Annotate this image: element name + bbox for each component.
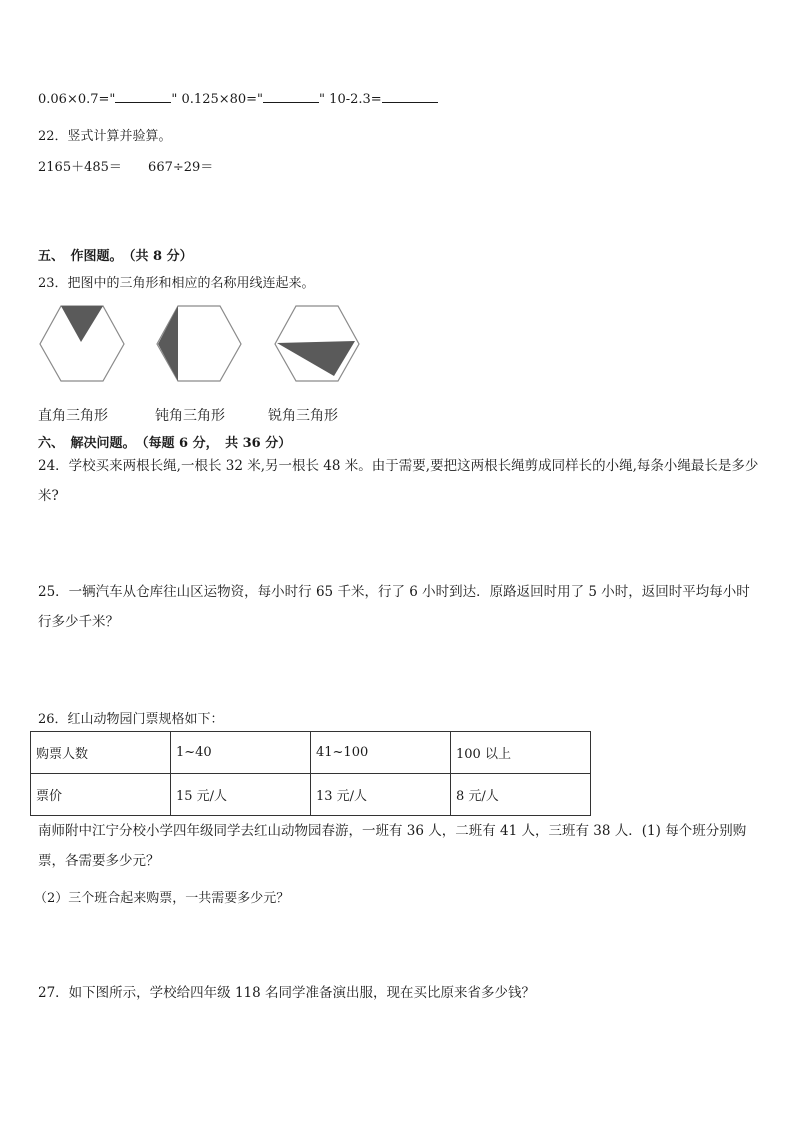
table-cell: 100 以上 <box>451 732 591 774</box>
q21-expr3: 10-2.3= <box>329 92 382 107</box>
q26-title: 26．红山动物园门票规格如下： <box>38 712 224 727</box>
label-obtuse-triangle[interactable]: 钝角三角形 <box>155 408 225 424</box>
q21-close2: " <box>319 92 326 107</box>
q22-calculations <box>38 156 213 175</box>
table-row <box>31 774 591 816</box>
q21-blank-1[interactable] <box>115 89 171 103</box>
q21-blank-3[interactable] <box>382 89 438 103</box>
q21-close1: " <box>171 92 178 107</box>
q21-expr2: 0.125×80=" <box>181 92 264 107</box>
shaded-triangle <box>158 306 178 381</box>
q22-calc-1: 2165＋485＝ <box>38 160 122 175</box>
hexagon-figure-2 <box>155 304 245 384</box>
q24-text: 24．学校买来两根长绳,一根长 32 米,另一根长 48 米。由于需要,要把这两根长绳剪成同样长的小绳,每条小绳最长是多少米? <box>38 458 759 504</box>
q22-title: 22．竖式计算并验算。 <box>38 129 172 144</box>
section6-heading: 六、 解决问题。 （每题 6 分， 共 36 分） <box>38 436 292 451</box>
q21-blank-2[interactable] <box>263 89 319 103</box>
q21-expr1: 0.06×0.7=" <box>38 92 116 107</box>
q27-text: 27．如下图所示，学校给四年级 118 名同学准备演出服，现在买比原来省多少钱？ <box>38 985 536 1001</box>
table-cell: 票价 <box>31 774 171 816</box>
shaded-triangle <box>61 306 103 342</box>
table-cell: 购票人数 <box>31 732 171 774</box>
table-cell: 8 元/人 <box>451 774 591 816</box>
q21-line <box>38 89 438 107</box>
q23-title: 23．把图中的三角形和相应的名称用线连起来。 <box>38 276 315 291</box>
table-cell: 13 元/人 <box>311 774 451 816</box>
label-acute-triangle[interactable]: 锐角三角形 <box>268 408 338 424</box>
label-right-triangle[interactable]: 直角三角形 <box>38 408 108 424</box>
section5-heading: 五、 作图题。 （共 8 分） <box>38 249 193 264</box>
hexagon-figure-3 <box>273 304 363 384</box>
table-cell: 1~40 <box>171 732 311 774</box>
table-row <box>31 732 591 774</box>
q26-part2: （2）三个班合起来购票，一共需要多少元？ <box>34 891 290 906</box>
hexagon-figure-1 <box>38 304 128 384</box>
q22-calc-2: 667÷29＝ <box>148 160 214 175</box>
table-cell: 15 元/人 <box>171 774 311 816</box>
q25-text: 25．一辆汽车从仓库往山区运物资，每小时行 65 千米，行了 6 小时到达．原路返回时用了 5 小时，返回时平均每小时行多少千米？ <box>38 584 750 630</box>
ticket-price-table <box>30 731 591 816</box>
table-cell: 41~100 <box>311 732 451 774</box>
q26-text: 南师附中江宁分校小学四年级同学去红山动物园春游，一班有 36 人，二班有 41 人，三班有 38 人．(1) 每个班分别购票，各需要多少元？ <box>38 823 747 869</box>
